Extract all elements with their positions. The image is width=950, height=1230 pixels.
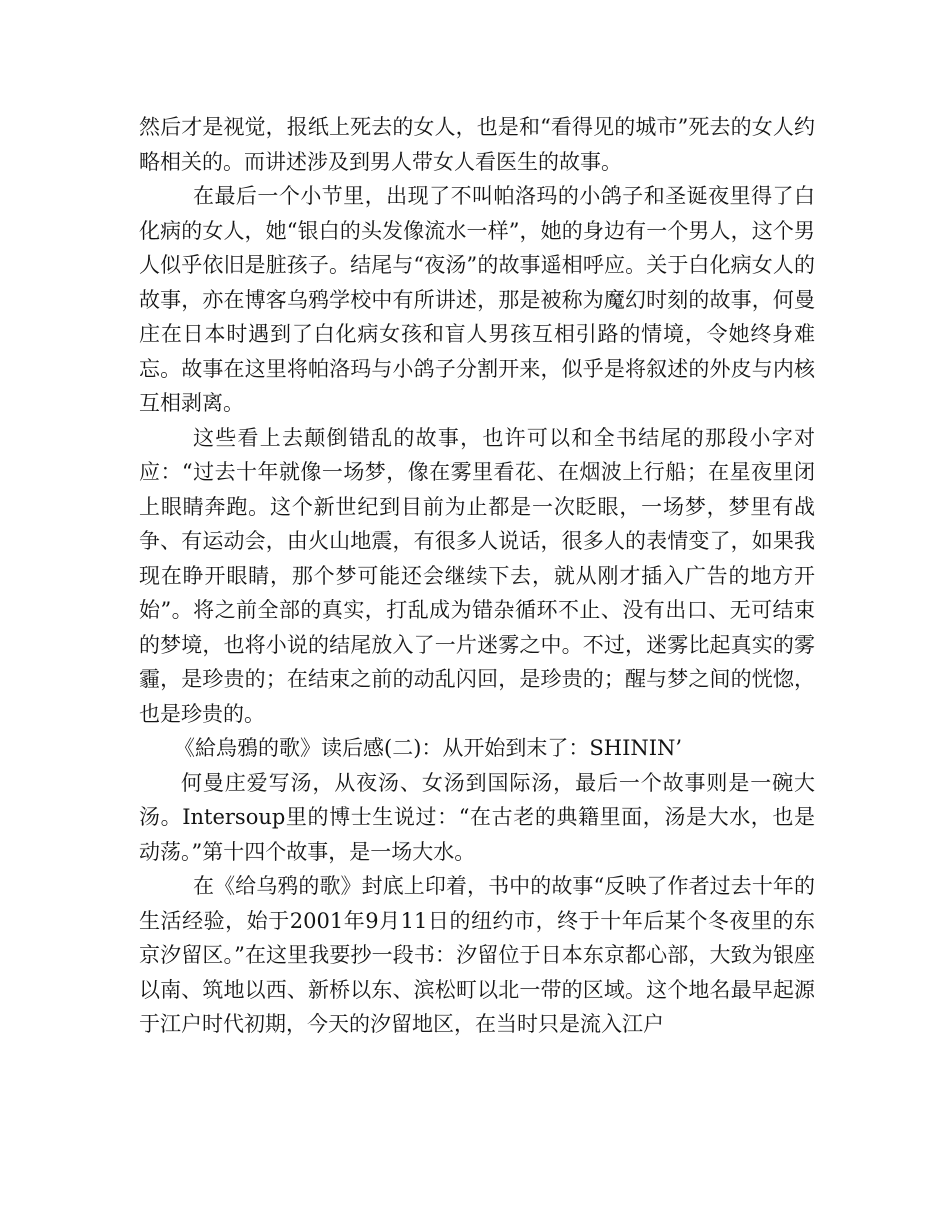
paragraph-1: 然后才是视觉，报纸上死去的女人，也是和“看得见的城市”死去的女人约略相关的。而讲述涉及到男人带女人看医生的故事。 [139,115,815,174]
paragraph-3: 这些看上去颠倒错乱的故事，也许可以和全书结尾的那段小字对应：“过去十年就像一场梦，像在雾里看花、在烟波上行船；在星夜里闭上眼睛奔跑。这个新世纪到目前为止都是一次眨眼，一场梦，梦里有战争、有运动会，由火山地震，有很多人说话，很多人的表情变了，如果我现在睁开眼睛，那个梦可能还会继续下去，就从刚才插入广告的地方开始”。将之前全部的真实，打乱成为错杂循环不止、没有出口、无可结束的梦境，也将小说的结尾放入了一片迷雾之中。不过，迷雾比起真实的雾霾，是珍贵的；在结束之前的动乱闪回，是珍贵的；醒与梦之间的恍惚，也是珍贵的。 [139,425,815,726]
paragraph-2: 在最后一个小节里，出现了不叫帕洛玛的小鸽子和圣诞夜里得了白化病的女人，她“银白的头发像流水一样”，她的身边有一个男人，这个男人似乎依旧是脏孩子。结尾与“夜汤”的故事遥相呼应。关于白化病女人的故事，亦在博客乌鸦学校中有所讲述，那是被称为魔幻时刻的故事，何曼庄在日本时遇到了白化病女孩和盲人男孩互相引路的情境，令她终身难忘。故事在这里将帕洛玛与小鸽子分割开来，似乎是将叙述的外皮与内核互相剥离。 [139,184,815,415]
document-body [139,110,815,1042]
paragraph-5: 在《给乌鸦的歌》封底上印着，书中的故事“反映了作者过去十年的生活经验，始于2001年9月11日的纽约市，终于十年后某个冬夜里的东京汐留区。”在这里我要抄一段书：汐留位于日本东京都心部，大致为银座以南、筑地以西、新桥以东、滨松町以北一带的区域。这个地名最早起源于江户时代初期，今天的汐留地区，在当时只是流入江户 [139,874,815,1036]
section-heading: 《給烏鴉的歌》读后感(二)：从开始到末了：SHININ’ [174,736,683,760]
paragraph-4: 何曼庄爱写汤，从夜汤、女汤到国际汤，最后一个故事则是一碗大汤。Intersoup里的博士生说过：“在古老的典籍里面，汤是大水，也是动荡。”第十四个故事，是一场大水。 [139,770,815,864]
